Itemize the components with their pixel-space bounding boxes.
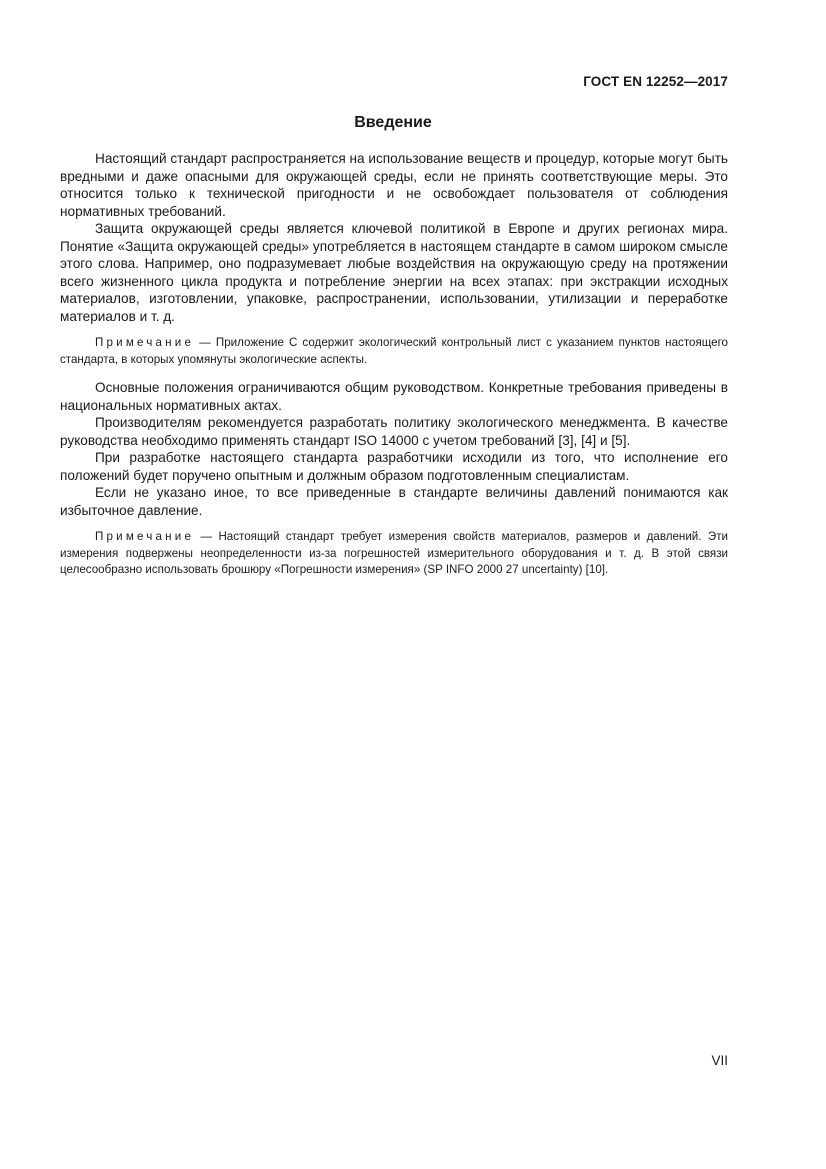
paragraph-general-guidance: Основные положения ограничиваются общим руководством. Конкретные требования приведены в национальных нормативных актах.	[60, 380, 728, 413]
section-title: Введение	[354, 114, 432, 131]
note-measurement-uncertainty	[60, 529, 728, 579]
note-dash: —	[194, 336, 216, 349]
paragraph-gauge-pressure: Если не указано иное, то все приведенные в стандарте величины давлений понимаются как избыточное давление.	[60, 485, 728, 518]
note-text: Приложение С содержит экологический контрольный лист с указанием пунктов настоящего стандарта, в которых упомянуты экологические аспекты.	[60, 336, 728, 366]
note-label: Примечание	[95, 336, 195, 349]
document-body	[60, 150, 728, 579]
paragraph-ems-policy: Производителям рекомендуется разработать политику экологического менеджмента. В качестве руководства необходимо применять стандарт ISO 14000 с учетом требований [3], [4] и [5].	[60, 415, 728, 448]
page-number: VII	[711, 1053, 728, 1068]
note-annex-c	[60, 335, 728, 368]
note-text: Настоящий стандарт требует измерения свойств материалов, размеров и давлений. Эти измерения подвержены неопределенности из-за погрешностей измерительного оборудования и т. д. В этой связи целесообразно использовать брошюру «Погрешности измерения» (SP INFO 2000 27 uncertainty) [10].	[60, 530, 728, 577]
paragraph-environment: Защита окружающей среды является ключевой политикой в Европе и других регионах мира. Понятие «Защита окружающей среды» употребляется в настоящем стандарте в самом широком смысле этого слова. Например, оно подразумевает любые воздействия на окружающую среду на протяжении всего жизненного цикла продукта и потребление энергии на всех этапах: при экстракции исходных материалов, изготовлении, упаковке, распространении, использовании, утилизации и переработке материалов и т. д.	[60, 221, 728, 324]
note-label: Примечание	[95, 530, 195, 544]
document-code: ГОСТ EN 12252—2017	[583, 74, 728, 89]
note-dash: —	[194, 530, 219, 544]
paragraph-qualified-personnel: При разработке настоящего стандарта разработчики исходили из того, что исполнение его положений будет поручено опытным и должным образом подготовленным специалистам.	[60, 450, 728, 483]
paragraph-scope: Настоящий стандарт распространяется на использование веществ и процедур, которые могут быть вредными и даже опасными для окружающей среды, если не принять соответствующие меры. Это относится только к технической пригодности и не освобождает пользователя от соблюдения нормативных требований.	[60, 151, 728, 219]
